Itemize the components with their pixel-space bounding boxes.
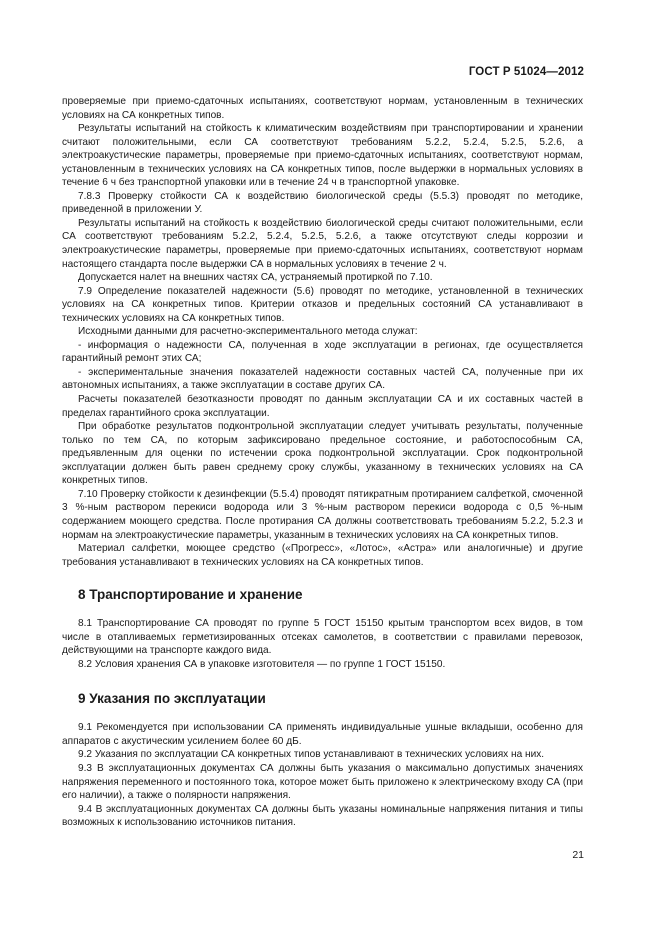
paragraph: 9.2 Указания по эксплуатации СА конкретных типов устанавливают в технических условиях на них.: [78, 749, 545, 761]
page-number: 21: [572, 849, 584, 861]
paragraph: Результаты испытаний на стойкость к климатическим воздействиям при транспортировании и хранении считают положительными, если СА соответствуют требованиям 5.2.2, 5.2.4, 5.2.5, 5.2.6, а электроакустические параметры, проверяемые при приемо-сдаточных испытаниях, соответствуют нормам, установленным в технических условиях на СА конкретных типов, после выдержки в нормальных условиях в течение 6 ч без транспортной упаковки или в течение 24 ч в транспортной упаковке.: [62, 123, 583, 189]
section-8-heading: 8 Транспортирование и хранение: [78, 587, 303, 603]
list-item: - информация о надежности СА, полученная в ходе эксплуатации в регионах, где осуществляется гарантийный ремонт этих СА;: [62, 339, 583, 365]
paragraph: Исходными данными для расчетно-экспериментального метода служат:: [78, 326, 418, 338]
paragraph: 8.1 Транспортирование СА проводят по группе 5 ГОСТ 15150 крытым транспортом всех видов, в том числе в отапливаемых герметизированных отсеках самолетов, в соответствии с правилами перевозок, действующими на транспорте каждого вида.: [62, 618, 583, 657]
paragraph: 9.1 Рекомендуется при использовании СА применять индивидуальные ушные вкладыши, особенно для аппаратов с акустическим усилением более 60 дБ.: [62, 722, 583, 747]
document-id-header: ГОСТ Р 51024—2012: [468, 66, 584, 78]
paragraph: Допускается налет на внешних частях СА, устраняемый протиркой по 7.10.: [78, 272, 433, 284]
paragraph: При обработке результатов подконтрольной эксплуатации следует учитывать результаты, полученные только по тем СА, по которым зафиксировано предельное состояние, и работоспособным СА, предъявленным для оценки по истечении срока подконтрольной эксплуатации. Срок подконтрольной эксплуатации должен быть равен среднему сроку службы, указанному в технических условиях на СА конкретных типов.: [62, 421, 583, 487]
paragraph: 7.8.3 Проверку стойкости СА к воздействию биологической среды (5.5.3) проводят по методике, приведенной в приложении У.: [62, 190, 583, 216]
paragraph: проверяемые при приемо-сдаточных испытаниях, соответствуют нормам, установленным в технических условиях на СА конкретных типов.: [62, 96, 583, 121]
section-9-heading: 9 Указания по эксплуатации: [78, 691, 266, 707]
paragraph: Расчеты показателей безотказности проводят по данным эксплуатации СА и их составных частей в пределах гарантийного срока эксплуатации.: [62, 394, 583, 419]
paragraph: 9.4 В эксплуатационных документах СА должны быть указаны номинальные напряжения питания и типы возможных к использованию источников питания.: [62, 803, 583, 829]
list-item: - экспериментальные значения показателей надежности составных частей СА, полученные при их автономных испытаниях, а также эксплуатации в составе других СА.: [62, 366, 583, 392]
paragraph: 7.10 Проверку стойкости к дезинфекции (5.5.4) проводят пятикратным протиранием салфеткой, смоченной 3 %-ным раствором перекиси водорода или 3 %-ным раствором перекиси водорода с 0,5 %-ным содержанием моющего средства. После протирания СА должны соответствовать требованиям 5.2.2, 5.2.3 и нормам на электроакустические параметры, указанным в технических условиях на СА конкретных типов.: [62, 488, 583, 541]
paragraph: 8.2 Условия хранения СА в упаковке изготовителя — по группе 1 ГОСТ 15150.: [78, 658, 446, 670]
paragraph: 9.3 В эксплуатационных документах СА должны быть указания о максимально допустимых значениях напряжения переменного и постоянного тока, которое может быть приложено к электрическому входу СА (при его наличии), а также о полярности напряжения.: [62, 762, 583, 802]
paragraph: 7.9 Определение показателей надежности (5.6) проводят по методике, установленной в технических условиях на СА конкретных типов. Критерии отказов и предельных состояний СА устанавливают в технических условиях на СА конкретных типов.: [62, 285, 583, 324]
paragraph: Материал салфетки, моющее средство («Прогресс», «Лотос», «Астра» или аналогичные) и другие требования устанавливают в технических условиях на СА конкретных типов.: [62, 543, 583, 568]
document-body: [62, 95, 583, 830]
paragraph: Результаты испытаний на стойкость к воздействию биологической среды считают положительными, если СА соответствуют требованиям 5.2.2, 5.2.4, 5.2.5, 5.2.6, а также отсутствуют следы коррозии и электроакустические параметры, проверяемые при приемо-сдаточных испытаниях, соответствуют нормам настоящего стандарта после выдержки СА в нормальных условиях в течение 2 ч.: [62, 217, 583, 270]
